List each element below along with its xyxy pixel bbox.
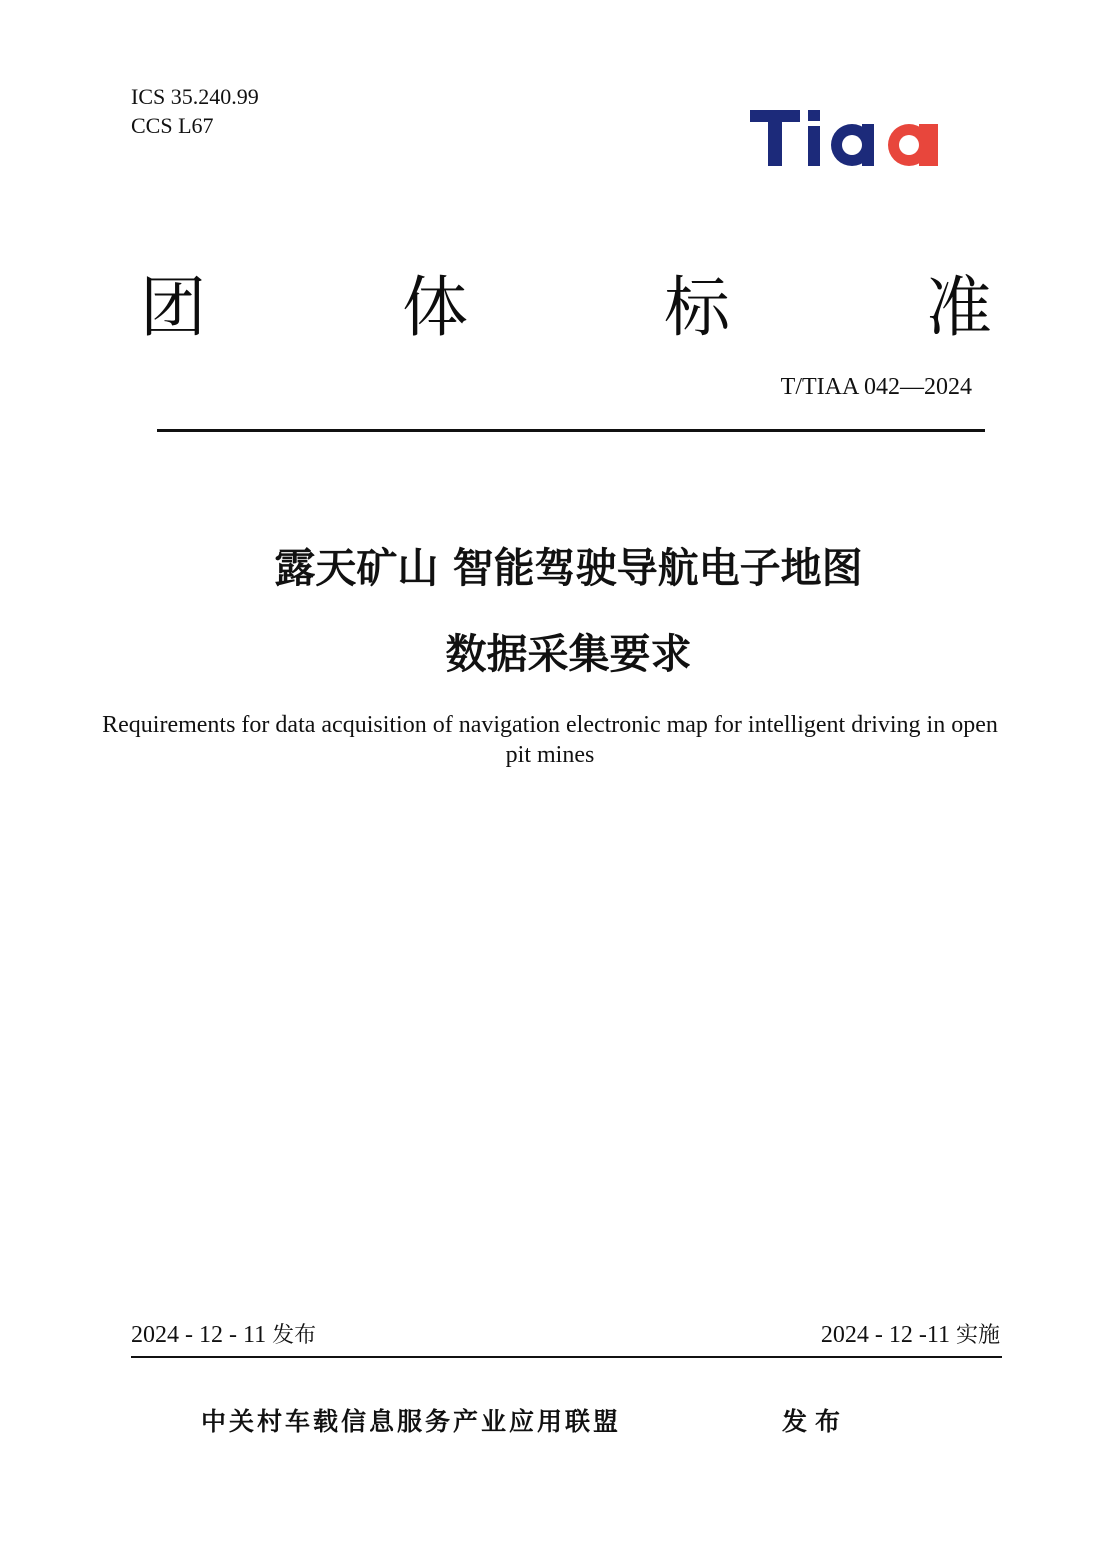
implement-date-line	[821, 1318, 1000, 1349]
publish-date: 2024 - 12 - 11	[131, 1322, 267, 1348]
tiaa-logo-graphic	[748, 100, 948, 172]
implement-label: 实施	[955, 1323, 1000, 1348]
bottom-divider	[131, 1356, 1002, 1358]
title-en: Requirements for data acquisition of navigation electronic map for intelligent driving in open pit mines	[102, 712, 998, 768]
standard-type-heading	[140, 268, 992, 348]
standard-type-char: 准	[926, 269, 992, 346]
ics-code: ICS 35.240.99	[131, 84, 259, 109]
standard-number: T/TIAA 042—2024	[780, 374, 972, 400]
standard-type-char: 团	[140, 269, 206, 346]
standard-type-char: 标	[664, 269, 730, 346]
publisher-action: 发布	[782, 1407, 849, 1436]
implement-date: 2024 - 12 -11	[820, 1322, 950, 1348]
publish-date-line	[131, 1318, 316, 1349]
title-cn-line1: 露天矿山 智能驾驶导航电子地图	[274, 544, 863, 592]
publisher-name: 中关村车载信息服务产业应用联盟	[201, 1407, 622, 1436]
title-cn-line2: 数据采集要求	[445, 630, 692, 678]
top-divider	[157, 429, 985, 432]
publish-label: 发布	[272, 1323, 317, 1348]
standard-type-char: 体	[402, 269, 468, 346]
ccs-code: CCS L67	[131, 113, 214, 138]
classification-codes	[131, 82, 259, 140]
tiaa-logo	[748, 100, 948, 172]
